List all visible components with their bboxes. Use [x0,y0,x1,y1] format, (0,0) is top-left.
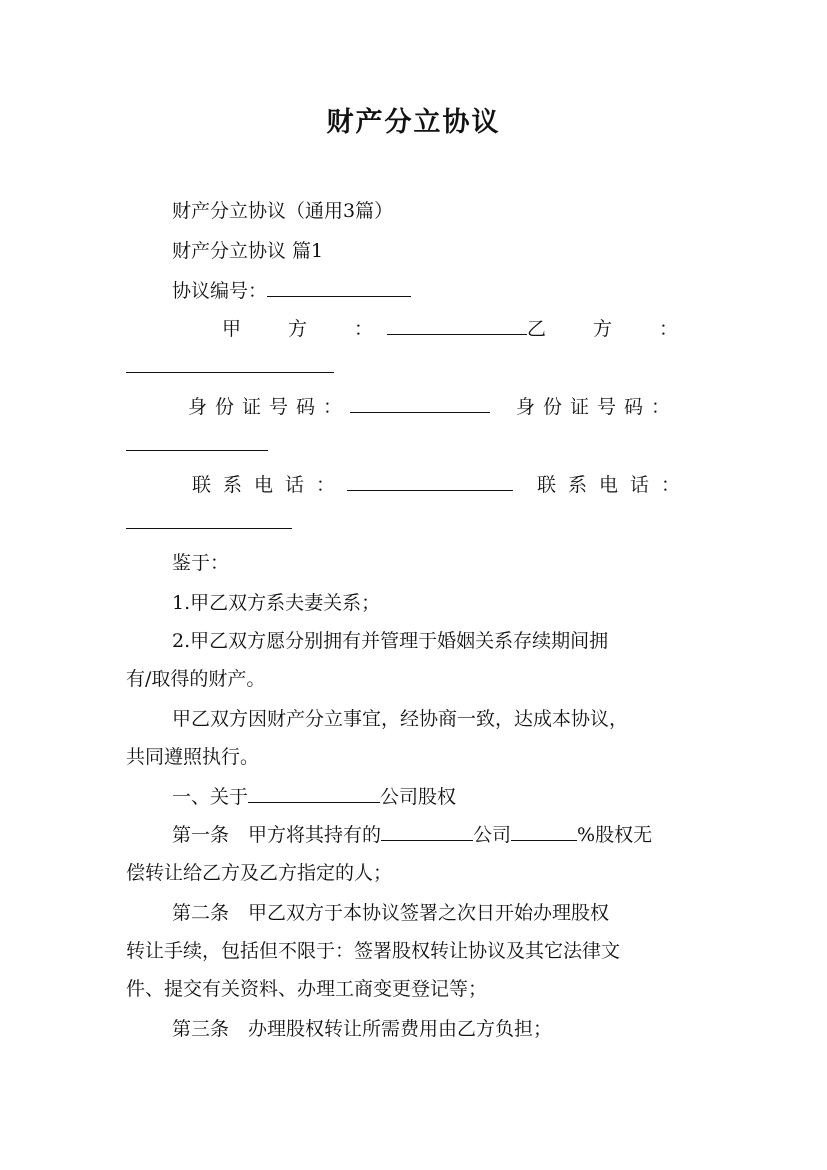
party-b-blank-row [126,354,334,380]
party-b-label: 乙 方 ： [526,318,692,340]
party-b-blank [126,354,334,373]
phone-b-blank-row [126,510,292,536]
whereas-item-2-line-1: 2.甲乙双方愿分别拥有并管理于婚姻关系存续期间拥 [172,630,609,652]
party-a-blank [387,316,527,335]
article-1-line-1 [172,822,652,848]
phone-b-label: 联系电话： [537,474,693,496]
whereas-label: 鉴于： [172,552,230,574]
agreement-number-row [172,278,411,304]
article-3-line-1: 第三条 办理股权转让所需费用由乙方负担； [172,1018,553,1040]
agreement-number-label: 协议编号： [172,280,268,302]
subtitle: 财产分立协议（通用3篇） [172,200,394,222]
phone-b-blank [126,510,292,529]
article-2-line-2: 转让手续，包括但不限于：签署股权转让协议及其它法律文 [126,940,621,962]
part-heading: 财产分立协议 篇1 [172,240,324,262]
paragraph-line-1: 甲乙双方因财产分立事宜，经协商一致，达成本协议， [172,708,629,730]
id-b-blank-row [126,432,268,458]
article-1-suffix: %股权无 [577,824,653,846]
whereas-item-2-line-2: 有/取得的财产。 [126,668,266,690]
section-1-heading [172,784,456,810]
id-b-blank [126,432,268,451]
company-blank [248,784,380,803]
whereas-item-1: 1.甲乙双方系夫妻关系； [172,592,381,614]
section-1-prefix: 一、关于 [172,786,249,808]
parties-row [222,316,692,342]
article-1-prefix: 第一条 甲方将其持有的 [172,824,382,846]
paragraph-line-2: 共同遵照执行。 [126,746,260,768]
phone-a-blank [347,472,513,491]
article-1-percent-blank [511,822,577,841]
article-2-line-1: 第二条 甲乙双方于本协议签署之次日开始办理股权 [172,902,610,924]
id-a-blank [350,394,490,413]
party-a-label: 甲 方 ： [222,318,388,340]
article-1-mid: 公司 [473,824,512,846]
article-1-company-blank [381,822,473,841]
document-title: 财产分立协议 [326,107,501,138]
phone-row [192,472,692,498]
id-row [188,394,678,420]
section-1-suffix: 公司股权 [380,786,457,808]
phone-a-label: 联系电话： [192,474,348,496]
id-a-label: 身份证号码： [188,396,351,418]
article-2-line-3: 件、提交有关资料、办理工商变更登记等； [126,978,488,1000]
article-1-line-2: 偿转让给乙方及乙方指定的人； [126,862,393,884]
agreement-number-blank [267,278,411,297]
id-b-label: 身份证号码： [516,396,679,418]
